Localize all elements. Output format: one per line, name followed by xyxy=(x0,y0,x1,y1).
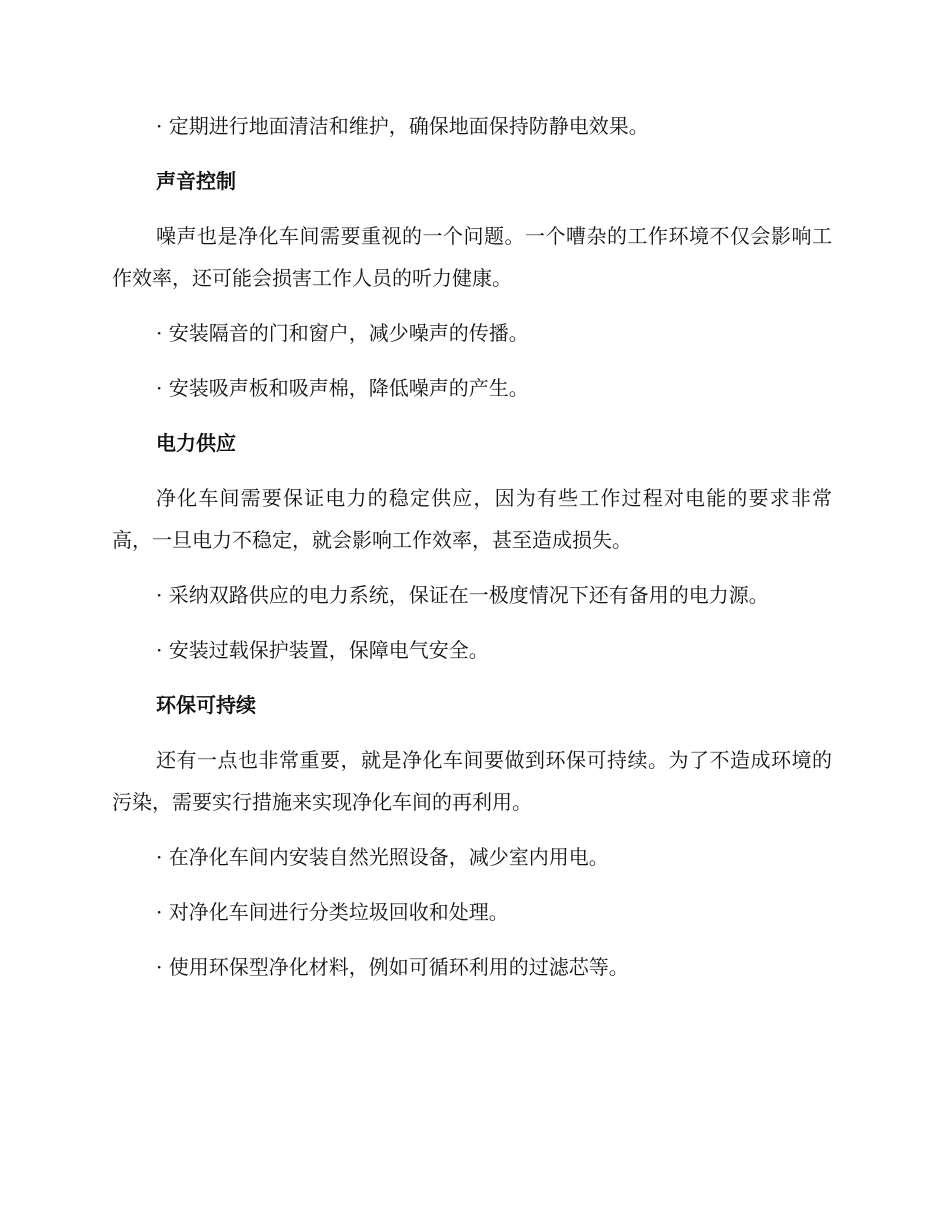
section-heading-power-supply: 电力供应 xyxy=(156,431,236,455)
bullet-waste-sorting: · 对净化车间进行分类垃圾回收和处理。 xyxy=(156,900,509,924)
bullet-floor-cleaning: · 定期进行地面清洁和维护，确保地面保持防静电效果。 xyxy=(156,114,649,138)
paragraph-power: 净化车间需要保证电力的稳定供应，因为有些工作过程对电能的要求非常高，一旦电力不稳定，就会影响工作效率，甚至造成损失。 xyxy=(112,486,832,552)
bullet-soundproof-doors: · 安装隔音的门和窗户，减少噪声的传播。 xyxy=(156,321,529,345)
bullet-dual-power: · 采纳双路供应的电力系统，保证在一极度情况下还有备用的电力源。 xyxy=(156,583,769,607)
document-body xyxy=(112,110,832,1006)
bullet-eco-materials: · 使用环保型净化材料，例如可循环利用的过滤芯等。 xyxy=(156,955,629,979)
paragraph-sustainability: 还有一点也非常重要，就是净化车间要做到环保可持续。为了不造成环境的污染，需要实行措施来实现净化车间的再利用。 xyxy=(112,748,832,814)
paragraph-noise: 噪声也是净化车间需要重视的一个问题。一个嘈杂的工作环境不仅会影响工作效率，还可能会损害工作人员的听力健康。 xyxy=(112,224,832,290)
section-heading-sustainability: 环保可持续 xyxy=(156,693,256,717)
bullet-natural-light: · 在净化车间内安装自然光照设备，减少室内用电。 xyxy=(156,845,609,869)
bullet-sound-absorbing: · 安装吸声板和吸声棉，降低噪声的产生。 xyxy=(156,376,529,400)
section-heading-sound-control: 声音控制 xyxy=(156,169,236,193)
bullet-overload-protection: · 安装过载保护装置，保障电气安全。 xyxy=(156,638,489,662)
